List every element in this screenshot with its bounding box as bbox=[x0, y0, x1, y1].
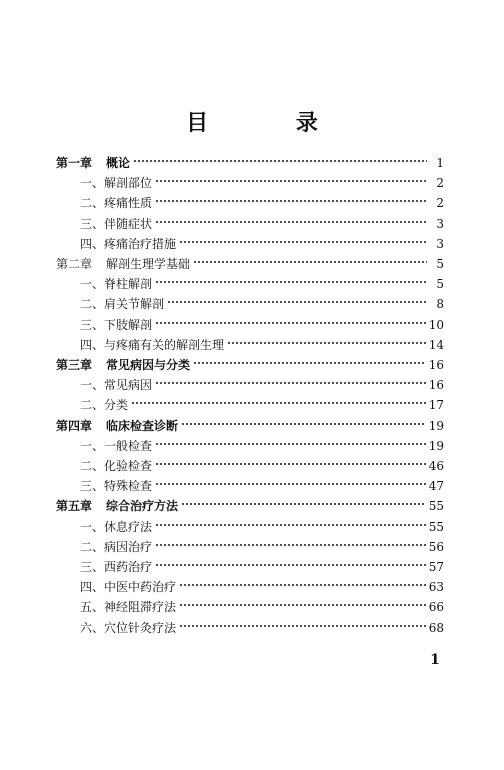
dot-leader bbox=[155, 441, 426, 447]
toc-chapter-row[interactable] bbox=[56, 496, 444, 516]
section-title: 一、脊柱解剖 bbox=[80, 277, 153, 292]
toc-page-number: 46 bbox=[428, 459, 444, 473]
dot-leader bbox=[131, 400, 426, 406]
toc-page-number: 56 bbox=[428, 539, 444, 554]
dot-leader bbox=[155, 562, 426, 568]
toc-section-row[interactable] bbox=[80, 436, 444, 456]
chapter-number: 第三章 bbox=[56, 358, 93, 372]
toc-page-number: 16 bbox=[428, 358, 444, 372]
toc-section-row[interactable] bbox=[80, 274, 444, 294]
dot-leader bbox=[167, 299, 427, 305]
toc-section-row[interactable] bbox=[80, 618, 444, 638]
section-title: 二、肩关节解剖 bbox=[80, 297, 165, 312]
toc-page-number: 1 bbox=[436, 156, 444, 170]
section-title: 六、穴位针灸疗法 bbox=[80, 620, 177, 635]
section-title: 五、神经阻滞疗法 bbox=[80, 600, 177, 615]
toc-section-row[interactable] bbox=[80, 193, 444, 213]
chapter-title: 解剖生理学基础 bbox=[106, 257, 191, 271]
toc-section-row[interactable] bbox=[80, 557, 444, 577]
toc-section-row[interactable] bbox=[80, 375, 444, 395]
dot-leader bbox=[155, 461, 426, 467]
page-number: 1 bbox=[430, 652, 440, 668]
chapter-number: 第五章 bbox=[56, 499, 93, 514]
toc-page-number: 63 bbox=[428, 580, 444, 595]
toc-page-number: 2 bbox=[436, 176, 444, 191]
chapter-number: 第二章 bbox=[56, 257, 93, 271]
toc-section-row[interactable] bbox=[80, 214, 444, 234]
section-title: 四、与疼痛有关的解剖生理 bbox=[80, 337, 225, 352]
toc-section-row[interactable] bbox=[80, 577, 444, 597]
toc-section-row[interactable] bbox=[80, 456, 444, 476]
dot-leader bbox=[155, 380, 426, 386]
dot-leader bbox=[179, 602, 426, 608]
toc-page-number: 14 bbox=[428, 337, 444, 352]
section-title: 一、解剖部位 bbox=[80, 176, 153, 191]
toc-page-number: 10 bbox=[428, 317, 444, 332]
toc-page-number: 3 bbox=[436, 216, 444, 231]
toc-section-row[interactable] bbox=[80, 537, 444, 557]
section-title: 二、化验检查 bbox=[80, 459, 153, 473]
toc-page-number: 17 bbox=[428, 398, 444, 413]
section-title: 二、分类 bbox=[80, 398, 129, 413]
toc-page-number: 19 bbox=[428, 438, 444, 453]
toc-page-number: 55 bbox=[428, 499, 444, 514]
toc-section-row[interactable] bbox=[80, 173, 444, 193]
toc-section-row[interactable] bbox=[80, 395, 444, 415]
chapter-title: 临床检查诊断 bbox=[106, 418, 179, 433]
toc-section-row[interactable] bbox=[80, 597, 444, 617]
section-title: 一、休息疗法 bbox=[80, 519, 153, 534]
dot-leader bbox=[155, 522, 426, 528]
dot-leader bbox=[155, 481, 426, 487]
dot-leader bbox=[227, 340, 426, 346]
toc-section-row[interactable] bbox=[80, 315, 444, 335]
toc-page-number: 5 bbox=[436, 257, 444, 271]
section-title: 四、疼痛治疗措施 bbox=[80, 236, 177, 251]
toc-page-number: 16 bbox=[428, 378, 444, 393]
dot-leader bbox=[133, 158, 427, 164]
chapter-number: 第四章 bbox=[56, 418, 93, 433]
toc-page-number: 3 bbox=[436, 236, 444, 251]
section-title: 三、伴随症状 bbox=[80, 216, 153, 231]
chapter-number: 第一章 bbox=[56, 156, 93, 170]
dot-leader bbox=[155, 198, 427, 204]
toc-page-number: 57 bbox=[428, 560, 444, 574]
dot-leader bbox=[179, 623, 426, 629]
section-title: 三、特殊检查 bbox=[80, 479, 153, 494]
toc-section-row[interactable] bbox=[80, 476, 444, 496]
dot-leader bbox=[181, 421, 426, 427]
toc-page-number: 19 bbox=[428, 418, 444, 433]
dot-leader bbox=[179, 239, 427, 245]
dot-leader bbox=[155, 542, 426, 548]
section-title: 一、常见病因 bbox=[80, 378, 153, 393]
toc-chapter-row[interactable] bbox=[56, 153, 444, 173]
dot-leader bbox=[155, 219, 427, 225]
toc-section-row[interactable] bbox=[80, 335, 444, 355]
section-title: 三、西药治疗 bbox=[80, 560, 153, 574]
toc-section-row[interactable] bbox=[80, 234, 444, 254]
toc-page-number: 5 bbox=[436, 277, 444, 292]
toc-page-number: 55 bbox=[428, 519, 444, 534]
dot-leader bbox=[155, 279, 427, 285]
toc-page-number: 66 bbox=[428, 600, 444, 615]
toc-page-number: 2 bbox=[436, 196, 444, 211]
toc-section-row[interactable] bbox=[80, 517, 444, 537]
toc-page-number: 47 bbox=[428, 479, 444, 494]
dot-leader bbox=[155, 320, 426, 326]
toc-chapter-row[interactable] bbox=[56, 355, 444, 375]
chapter-title: 综合治疗方法 bbox=[106, 499, 179, 514]
chapter-title: 概论 bbox=[106, 156, 131, 170]
section-title: 一、一般检查 bbox=[80, 438, 153, 453]
dot-leader bbox=[179, 582, 426, 588]
dot-leader bbox=[181, 501, 426, 507]
toc-section-row[interactable] bbox=[80, 294, 444, 314]
section-title: 三、下肢解剖 bbox=[80, 317, 153, 332]
toc-chapter-row[interactable] bbox=[56, 416, 444, 436]
section-title: 二、疼痛性质 bbox=[80, 196, 153, 211]
toc-page-number: 8 bbox=[436, 297, 444, 312]
chapter-title: 常见病因与分类 bbox=[106, 358, 191, 372]
section-title: 二、病因治疗 bbox=[80, 539, 153, 554]
page-title: 目 录 bbox=[186, 110, 358, 136]
toc-page-number: 68 bbox=[428, 620, 444, 635]
section-title: 四、中医中药治疗 bbox=[80, 580, 177, 595]
dot-leader bbox=[193, 259, 427, 265]
dot-leader bbox=[155, 178, 427, 184]
dot-leader bbox=[193, 360, 426, 366]
toc-chapter-row[interactable] bbox=[56, 254, 444, 274]
